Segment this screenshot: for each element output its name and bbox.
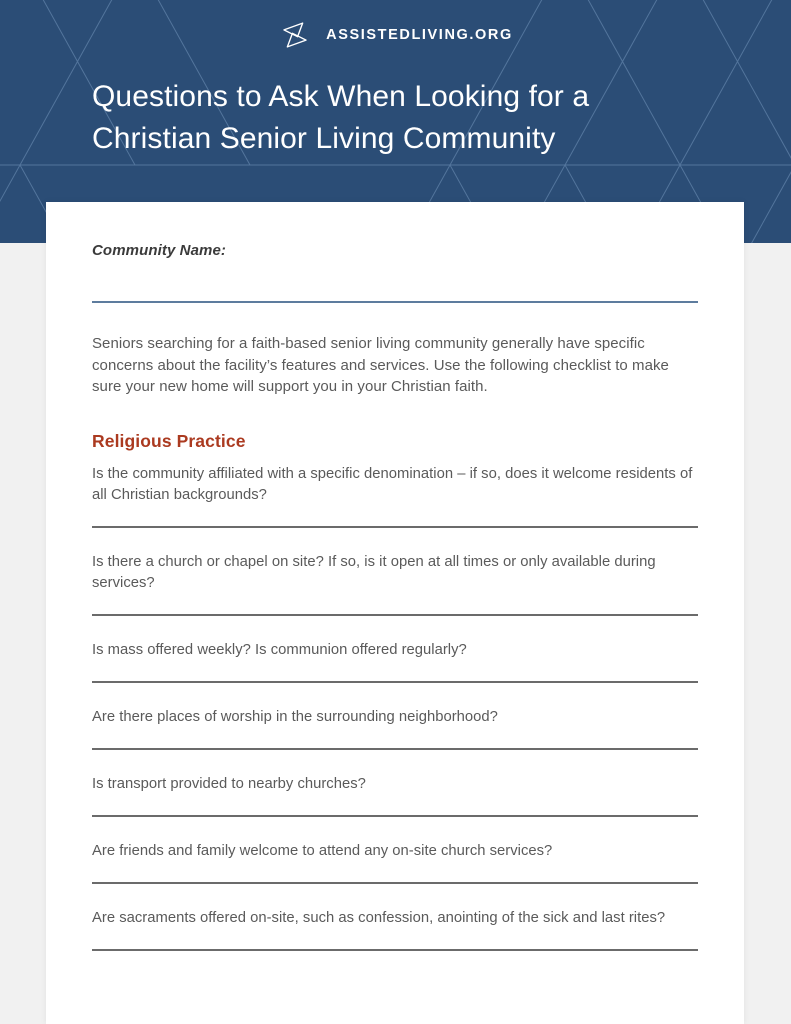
community-name-label: Community Name: bbox=[92, 242, 227, 259]
question-item bbox=[92, 774, 698, 817]
brand-name: ASSISTEDLIVING.ORG bbox=[326, 27, 513, 43]
worksheet-card bbox=[46, 202, 744, 1024]
answer-line[interactable] bbox=[92, 614, 698, 616]
brand-lockup bbox=[0, 18, 791, 52]
answer-line[interactable] bbox=[92, 882, 698, 884]
question-text: Is the community affiliated with a specific denomination – if so, does it welcome residents of all Christian backgrounds? bbox=[92, 465, 693, 503]
question-text: Are friends and family welcome to attend any on-site church services? bbox=[92, 842, 553, 859]
question-item bbox=[92, 552, 698, 616]
page-title-line-1: Questions to Ask When Looking for a bbox=[92, 80, 590, 113]
question-text: Is transport provided to nearby churches? bbox=[92, 775, 366, 792]
question-item bbox=[92, 707, 698, 750]
assistedliving-logo-icon bbox=[278, 18, 312, 52]
question-item bbox=[92, 908, 698, 951]
question-item bbox=[92, 640, 698, 683]
question-text: Are there places of worship in the surrounding neighborhood? bbox=[92, 708, 498, 725]
answer-line[interactable] bbox=[92, 748, 698, 750]
answer-line[interactable] bbox=[92, 949, 698, 951]
question-text: Is there a church or chapel on site? If so, is it open at all times or only available during services? bbox=[92, 553, 656, 591]
answer-line[interactable] bbox=[92, 815, 698, 817]
intro-paragraph: Seniors searching for a faith-based senior living community generally have specific concerns about the facility’s features and services. Use the following checklist to make sure your new home will support you in your Christian faith. bbox=[92, 335, 669, 395]
section-title-religious-practice: Religious Practice bbox=[92, 430, 246, 451]
question-text: Are sacraments offered on-site, such as confession, anointing of the sick and last rites? bbox=[92, 909, 666, 926]
answer-line[interactable] bbox=[92, 526, 698, 528]
answer-line[interactable] bbox=[92, 681, 698, 683]
page-title bbox=[92, 76, 712, 160]
question-item bbox=[92, 841, 698, 884]
page-title-line-2: Christian Senior Living Community bbox=[92, 122, 556, 155]
community-name-input-line[interactable] bbox=[92, 301, 698, 303]
question-item bbox=[92, 464, 698, 528]
question-text: Is mass offered weekly? Is communion offered regularly? bbox=[92, 641, 467, 658]
